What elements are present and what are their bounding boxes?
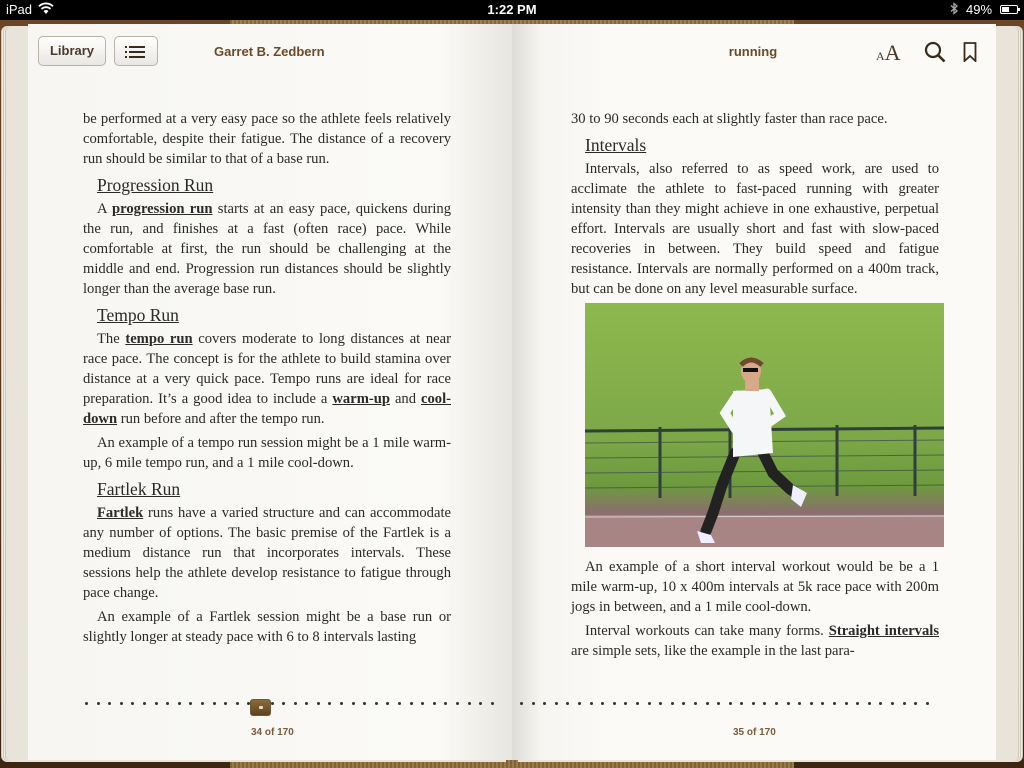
scrubber-dot xyxy=(740,702,743,705)
scrubber-dot xyxy=(421,702,424,705)
font-small-glyph: A xyxy=(876,49,885,63)
runner-photo[interactable] xyxy=(585,303,944,547)
scrubber-dot xyxy=(468,702,471,705)
scrubber-dot xyxy=(398,702,401,705)
link-cool-down[interactable]: cool-down xyxy=(83,391,451,427)
scrubber-dot xyxy=(566,702,569,705)
scrubber-dot xyxy=(590,702,593,705)
scrubber-dot xyxy=(845,702,848,705)
book-author: Garret B. Zedbern xyxy=(214,44,325,59)
scrubber-dot xyxy=(282,702,285,705)
font-big-glyph: A xyxy=(884,40,901,65)
font-size-icon[interactable] xyxy=(876,40,901,66)
scrubber-dot xyxy=(236,702,239,705)
scrubber-dot xyxy=(352,702,355,705)
paragraph: Intervals, also referred to as speed work, are used to acclimate the athlete to fast-paced running with greater intensity than they might achieve in one exhaustive, perpetual effort. Intervals are usually short and fast with slow-paced recoveries in between. They build speed and fatigue resistance. Intervals are normally performed on a 400m track, but can be done on any level measurable surface. xyxy=(571,161,939,297)
scrubber-dot xyxy=(868,702,871,705)
link-progression-run[interactable]: progression run xyxy=(112,201,213,217)
heading-intervals: Intervals xyxy=(585,135,647,155)
right-page-text xyxy=(571,109,939,665)
scrubber-dot xyxy=(491,702,494,705)
scrubber-dot xyxy=(97,702,100,705)
page-scrubber-left[interactable] xyxy=(85,702,505,710)
scrubber-dot xyxy=(178,702,181,705)
paragraph: An example of a Fartlek session might be a base run or slightly longer at steady pace with 6 to 8 intervals lasting xyxy=(83,609,451,645)
scrubber-dot xyxy=(671,702,674,705)
scrubber-dot xyxy=(155,702,158,705)
scrubber-dot xyxy=(810,702,813,705)
scrubber-dot xyxy=(433,702,436,705)
scrubber-dot xyxy=(903,702,906,705)
link-straight-intervals[interactable]: Straight intervals xyxy=(828,623,939,639)
scrubber-dot xyxy=(340,702,343,705)
scrubber-dot xyxy=(578,702,581,705)
paragraph: Interval workouts can take many forms. Straight intervals are simple sets, like the example in the last para- xyxy=(571,623,939,659)
paragraph: An example of a tempo run session might be a 1 mile warm-up, 6 mile tempo run, and a 1 mile cool-down. xyxy=(83,435,451,471)
scrubber-dot xyxy=(706,702,709,705)
table-of-contents-button[interactable] xyxy=(114,36,158,66)
paragraph: Fartlek runs have a varied structure and can accommodate any number of options. The basic premise of the Fartlek is a medium distance run that incorporates intervals. These sessions help the athlete develop resistance to fatigue through pace change. xyxy=(83,505,451,601)
scrubber-dot xyxy=(120,702,123,705)
scrubber-dot xyxy=(131,702,134,705)
scrubber-dot xyxy=(648,702,651,705)
scrubber-dot xyxy=(317,702,320,705)
right-page-number: 35 of 170 xyxy=(733,727,776,738)
library-button[interactable]: Library xyxy=(38,36,106,66)
scrubber-dot xyxy=(294,702,297,705)
clock: 1:22 PM xyxy=(487,2,537,17)
scrubber-dot xyxy=(752,702,755,705)
scrubber-dot xyxy=(787,702,790,705)
heading-fartlek-run: Fartlek Run xyxy=(97,479,181,499)
scrubber-dot xyxy=(363,702,366,705)
scrubber-dot xyxy=(798,702,801,705)
scrubber-dot xyxy=(682,702,685,705)
paragraph: A progression run starts at an easy pace, quickens during the run, and finishes at a fast (often race) pace. While comfortable at first, the run should be challenging at the middle and end. Progression run distances should be slightly longer than the average base run. xyxy=(83,201,451,297)
battery-icon xyxy=(1000,5,1018,14)
left-page-text xyxy=(83,109,451,651)
scrubber-dot xyxy=(479,702,482,705)
left-page-number: 34 of 170 xyxy=(251,727,294,738)
page-scrubber-right[interactable] xyxy=(520,702,940,710)
search-icon[interactable] xyxy=(924,41,946,63)
scrubber-dot xyxy=(213,702,216,705)
paragraph: be performed at a very easy pace so the athlete feels relatively comfortable, despite their fatigue. The distance of a recovery run should be similar to that of a base run. xyxy=(83,111,451,167)
scrubber-dot xyxy=(763,702,766,705)
scrubber-dot xyxy=(601,702,604,705)
page-scrubber-thumb[interactable] xyxy=(250,699,271,716)
scrubber-dot xyxy=(636,702,639,705)
device-label: iPad xyxy=(6,2,33,17)
scrubber-dot xyxy=(775,702,778,705)
paragraph: An example of a short interval workout would be be a 1 mile warm-up, 10 x 400m intervals at 5k race pace with 200m jogs in between, and a 1 mile cool-down. xyxy=(571,559,939,615)
scrubber-dot xyxy=(328,702,331,705)
status-bar xyxy=(0,0,1024,20)
scrubber-dot xyxy=(694,702,697,705)
link-fartlek[interactable]: Fartlek xyxy=(97,505,144,521)
scrubber-dot xyxy=(926,702,929,705)
scrubber-dot xyxy=(821,702,824,705)
heading-progression-run: Progression Run xyxy=(97,175,214,195)
scrubber-dot xyxy=(729,702,732,705)
battery-percent: 49% xyxy=(966,2,993,17)
link-warm-up[interactable]: warm-up xyxy=(332,391,390,407)
scrubber-dot xyxy=(386,702,389,705)
heading-tempo-run: Tempo Run xyxy=(97,305,179,325)
scrubber-dot xyxy=(444,702,447,705)
scrubber-dot xyxy=(456,702,459,705)
scrubber-dot xyxy=(108,702,111,705)
scrubber-dot xyxy=(879,702,882,705)
chapter-title: running xyxy=(728,44,778,59)
scrubber-dot xyxy=(856,702,859,705)
bluetooth-icon xyxy=(950,2,959,18)
scrubber-dot xyxy=(143,702,146,705)
scrubber-dot xyxy=(520,702,523,705)
scrubber-dot xyxy=(201,702,204,705)
scrubber-dot xyxy=(543,702,546,705)
paragraph: The tempo run covers moderate to long distances at near race pace. The concept is for the athlete to build stamina over distance at a very quick pace. Tempo runs are ideal for race preparation. It’s a good idea to include a warm-up and cool-down run before and after the tempo run. xyxy=(83,331,451,427)
scrubber-dot xyxy=(624,702,627,705)
scrubber-dot xyxy=(224,702,227,705)
scrubber-dot xyxy=(85,702,88,705)
scrubber-dot xyxy=(914,702,917,705)
scrubber-dot xyxy=(375,702,378,705)
paragraph: 30 to 90 seconds each at slightly faster than race pace. xyxy=(571,111,888,127)
scrubber-dot xyxy=(166,702,169,705)
scrubber-dot xyxy=(410,702,413,705)
link-tempo-run[interactable]: tempo run xyxy=(125,331,193,347)
scrubber-dot xyxy=(659,702,662,705)
bookmark-icon[interactable] xyxy=(963,42,977,62)
battery-level xyxy=(1002,7,1009,12)
scrubber-dot xyxy=(189,702,192,705)
scrubber-dot xyxy=(613,702,616,705)
scrubber-dot xyxy=(555,702,558,705)
scrubber-dot xyxy=(532,702,535,705)
scrubber-dot xyxy=(833,702,836,705)
scrubber-dot xyxy=(305,702,308,705)
scrubber-dot xyxy=(891,702,894,705)
scrubber-dot xyxy=(717,702,720,705)
